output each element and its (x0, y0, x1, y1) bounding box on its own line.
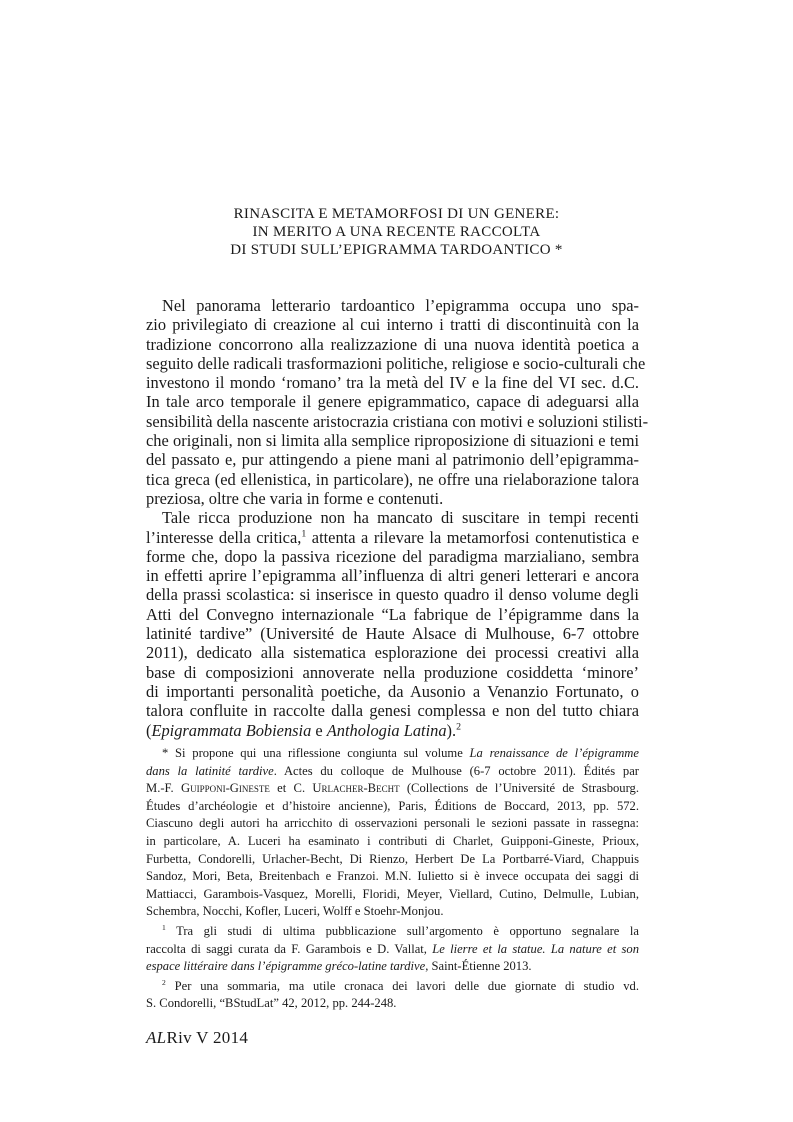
italic-title: Anthologia Latina (326, 720, 447, 740)
body-line: 2011), dedicato alla sistematica esplorazione dei processi creativi alla (146, 643, 639, 663)
footnote-line: Mattiacci, Garambois-Vasquez, Morelli, Floridi, Meyer, Viellard, Cutino, Delmulle, Lubian, (146, 886, 639, 901)
journal-footer (146, 1028, 248, 1048)
fn-author: Urlacher-Becht (312, 781, 400, 796)
body-line: sensibilità della nascente aristocrazia cristiana con motivi e soluzioni stilisti- (146, 411, 649, 431)
body-line: che originali, non si limita alla semplice riproposizione di situazioni e temi (146, 431, 639, 451)
body-line: Tale ricca produzione non ha mancato di suscitare in tempi recenti (162, 508, 639, 528)
italic-title: Epigrammata Bobiensia (151, 720, 312, 740)
footnote-ref-1[interactable]: 1 (301, 528, 307, 540)
fn-italic: La renaissance de l’épigramme (469, 746, 639, 760)
body-line: in effetti aprire l’epigramma all’influenza di altri generi letterari e ancora (146, 566, 639, 586)
fn-text: . Actes du colloque de Mulhouse (6-7 octobre 2011). Édités par (273, 763, 639, 778)
footnote-line (146, 780, 639, 798)
body-line: del passato e, pur attingendo a piene mani al patrimonio dell’epigramma- (146, 450, 639, 470)
body-line: della prassi scolastica: si inserisce in questo quadro il denso volume degli (146, 585, 639, 605)
title-line: IN MERITO A UNA RECENTE RACCOLTA (252, 224, 541, 240)
fn-author: Guipponi-Gineste (180, 781, 270, 796)
fn-italic: espace littéraire dans l’épigramme gréco-latine tardive (146, 959, 426, 974)
footnote-line: S. Condorelli, “BStudLat” 42, 2012, pp. 244-248. (146, 996, 397, 1011)
title-line: DI STUDI SULL’EPIGRAMMA TARDOANTICO * (230, 242, 563, 258)
body-line: tica greca (ed ellenistica, in particolare), ne offre una rielaborazione talora (146, 469, 639, 489)
body-segment: attenta a rilevare la metamorfosi contenutistica e (311, 527, 639, 547)
body-line: seguito delle radicali trasformazioni politiche, religiose e socio-culturali che (146, 353, 646, 373)
journal-abbrev: AL (146, 1028, 167, 1047)
fn-text: M.-F. (146, 781, 181, 796)
fn-text: Tra gli studi di ultima pubblicazione sull’argomento è opportuno segnalare la (165, 923, 639, 938)
footnote-line: Sandoz, Mori, Beta, Breitenbach e Franzoi. M.N. Iulietto si è invece occupata dei saggi di (146, 869, 639, 884)
fn-text: raccolta di saggi curata da F. Garambois e D. Vallat, (146, 941, 433, 956)
body-line: zio privilegiato di creazione al cui interno i tratti di discontinuità con la (146, 315, 639, 335)
fn-text: (Collections de l’Université de Strasbourg. (399, 781, 639, 796)
footnote-line (146, 958, 639, 976)
body-segment: ). (446, 720, 457, 740)
main-text (146, 296, 649, 740)
footnote-line (146, 745, 639, 763)
fn-text: et C. (269, 781, 313, 796)
body-line: Atti del Convegno internazionale “La fabrique de l’épigramme dans la (146, 604, 639, 624)
body-line (146, 528, 639, 547)
fn-text: , Saint-Étienne 2013. (425, 959, 532, 974)
body-line: In tale arco temporale il genere epigrammatico, capace di adeguarsi alla (146, 392, 639, 412)
title-line: RINASCITA E METAMORFOSI DI UN GENERE: (233, 206, 560, 222)
fn-text: Per una sommaria, ma utile cronaca dei lavori delle due giornate di studio vd. (165, 978, 639, 993)
body-line: di importanti personalità poetiche, da Ausonio a Venanzio Fortunato, o (146, 681, 639, 701)
fn-italic: Le lierre et la statue. La nature et son (432, 941, 639, 956)
footnote-number: 1 (162, 922, 166, 932)
footnote-line: Études d’archéologie et d’histoire ancienne), Paris, Éditions de Boccard, 2013, pp. 572. (146, 798, 639, 813)
footnote-ref-2[interactable]: 2 (456, 721, 462, 733)
footnote-line (146, 941, 639, 959)
footnote-line (146, 923, 639, 941)
footnote-line (146, 978, 639, 996)
body-line: latinité tardive” (Université de Haute Alsace di Mulhouse, 6-7 ottobre (146, 624, 639, 644)
footnote-line: Schembra, Nocchi, Kofler, Luceri, Wolff e Stoehr-Monjou. (146, 904, 444, 919)
fn-text: * Si propone qui una riflessione congiunta sul volume (162, 746, 470, 760)
body-line (146, 721, 639, 740)
body-line: Nel panorama letterario tardoantico l’epigramma occupa uno spa- (162, 296, 639, 315)
journal-issue: Riv V 2014 (166, 1028, 249, 1047)
footnote-number: 2 (162, 977, 166, 987)
footnotes (146, 745, 639, 1013)
footnote-line: Ciascuno degli autori ha arricchito di osservazioni personali le sezioni passate in rassegna: (146, 816, 639, 831)
body-line: preziosa, oltre che varia in forme e contenuti. (146, 488, 444, 508)
article-title (140, 205, 653, 259)
fn-italic: dans la latinité tardive (146, 763, 274, 778)
body-segment: ( (146, 720, 152, 740)
body-segment: e (311, 720, 327, 740)
body-line: talora confluite in raccolte dalla genesi complessa e non del tutto chiara (146, 701, 639, 721)
body-line: base di composizioni annoverate nella produzione cosiddetta ‘minore’ (146, 662, 639, 682)
body-line: tradizione concorrono alla realizzazione di una nuova identità poetica a (146, 334, 639, 354)
body-line: forme che, dopo la passiva ricezione del paradigma marzialiano, sembra (146, 546, 639, 566)
footnote-line: Furbetta, Condorelli, Urlacher-Becht, Di Rienzo, Herbert De La Portbarré-Viard, Chappuis (146, 851, 639, 866)
footnote-line: in particolare, A. Luceri ha esaminato i contributi di Charlet, Guipponi-Gineste, Prioux, (146, 833, 639, 848)
body-line: investono il mondo ‘romano’ tra la metà del IV e la fine del VI sec. d.C. (146, 373, 639, 393)
body-segment: l’interesse della critica, (146, 527, 302, 547)
footnote-line (146, 763, 639, 781)
